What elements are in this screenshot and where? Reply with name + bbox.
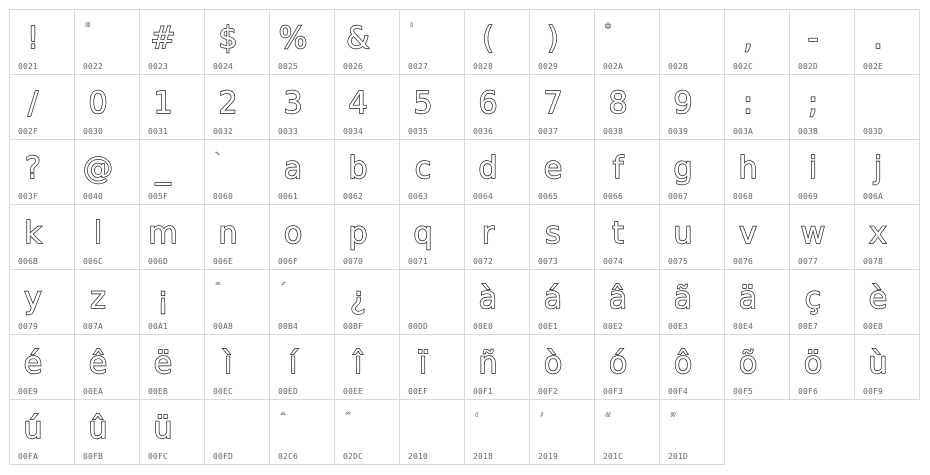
glyph-cell bbox=[74, 204, 140, 270]
glyph-codepoint: 00FA bbox=[18, 452, 39, 461]
glyph-char: ô bbox=[673, 346, 693, 381]
glyph-cell bbox=[789, 9, 855, 75]
glyph-char: " bbox=[85, 21, 91, 35]
glyph-cell bbox=[399, 9, 465, 75]
glyph-codepoint: 0075 bbox=[668, 257, 689, 266]
glyph-char: 8 bbox=[608, 86, 628, 121]
glyph-cell bbox=[204, 139, 270, 205]
glyph-codepoint: 00A1 bbox=[148, 322, 169, 331]
glyph-char: ; bbox=[807, 86, 819, 121]
glyph-codepoint: 0022 bbox=[83, 62, 104, 71]
glyph-codepoint: 00F2 bbox=[538, 387, 559, 396]
glyph-codepoint: 00E4 bbox=[733, 322, 754, 331]
glyph-cell bbox=[74, 334, 140, 400]
glyph-codepoint: 0072 bbox=[473, 257, 494, 266]
glyph-cell bbox=[74, 139, 140, 205]
glyph-codepoint: 0070 bbox=[343, 257, 364, 266]
glyph-char: ! bbox=[26, 21, 40, 56]
glyph-codepoint: 00B4 bbox=[278, 322, 299, 331]
glyph-cell bbox=[659, 139, 725, 205]
glyph-cell bbox=[334, 139, 400, 205]
glyph-char: k bbox=[24, 216, 42, 251]
glyph-codepoint: 002D bbox=[798, 62, 819, 71]
glyph-cell bbox=[659, 74, 725, 140]
glyph-cell bbox=[529, 9, 595, 75]
glyph-codepoint: 0064 bbox=[473, 192, 494, 201]
glyph-codepoint: 0060 bbox=[213, 192, 234, 201]
glyph-char: õ bbox=[738, 346, 758, 381]
glyph-char: e bbox=[543, 151, 563, 186]
glyph-cell bbox=[789, 139, 855, 205]
glyph-char: m bbox=[148, 216, 178, 251]
glyph-cell bbox=[529, 269, 595, 335]
glyph-cell bbox=[399, 74, 465, 140]
glyph-cell bbox=[529, 204, 595, 270]
glyph-codepoint: 00F1 bbox=[473, 387, 494, 396]
glyph-cell bbox=[724, 139, 790, 205]
glyph-codepoint: 0027 bbox=[408, 62, 429, 71]
glyph-cell bbox=[724, 9, 790, 75]
glyph-codepoint: 0062 bbox=[343, 192, 364, 201]
glyph-char: s bbox=[545, 216, 561, 251]
glyph-char: x bbox=[869, 216, 887, 251]
glyph-cell bbox=[9, 139, 75, 205]
glyph-char: è bbox=[868, 281, 888, 316]
glyph-char: ü bbox=[153, 411, 173, 446]
glyph-char: í bbox=[288, 346, 298, 381]
glyph-cell bbox=[204, 334, 270, 400]
glyph-cell bbox=[464, 204, 530, 270]
glyph-cell bbox=[9, 74, 75, 140]
glyph-char: v bbox=[739, 216, 757, 251]
glyph-cell bbox=[854, 139, 920, 205]
glyph-char: ) bbox=[547, 21, 559, 56]
glyph-char: 2 bbox=[218, 86, 238, 121]
glyph-codepoint: 006F bbox=[278, 257, 299, 266]
glyph-codepoint: 00DD bbox=[408, 322, 429, 331]
glyph-cell bbox=[789, 204, 855, 270]
glyph-codepoint: 0034 bbox=[343, 127, 364, 136]
glyph-cell bbox=[269, 399, 335, 465]
glyph-char: h bbox=[738, 151, 758, 186]
glyph-cell bbox=[464, 9, 530, 75]
glyph-cell bbox=[399, 399, 465, 465]
glyph-cell bbox=[269, 204, 335, 270]
glyph-codepoint: 003F bbox=[18, 192, 39, 201]
glyph-char: 3 bbox=[283, 86, 303, 121]
glyph-cell bbox=[139, 334, 205, 400]
glyph-char: 4 bbox=[348, 86, 368, 121]
glyph-cell bbox=[464, 399, 530, 465]
glyph-char: l bbox=[93, 216, 103, 251]
glyph-cell bbox=[334, 334, 400, 400]
glyph-cell bbox=[529, 399, 595, 465]
glyph-codepoint: 0068 bbox=[733, 192, 754, 201]
glyph-char: a bbox=[283, 151, 303, 186]
glyph-codepoint: 00F4 bbox=[668, 387, 689, 396]
glyph-char: p bbox=[348, 216, 368, 251]
glyph-char: c bbox=[414, 151, 432, 186]
glyph-char: û bbox=[88, 411, 108, 446]
glyph-char: 0 bbox=[88, 86, 108, 121]
glyph-codepoint: 003D bbox=[863, 127, 884, 136]
glyph-cell bbox=[789, 334, 855, 400]
glyph-codepoint: 00A8 bbox=[213, 322, 234, 331]
glyph-codepoint: 0067 bbox=[668, 192, 689, 201]
glyph-cell bbox=[334, 399, 400, 465]
glyph-codepoint: 0031 bbox=[148, 127, 169, 136]
glyph-char: ' bbox=[410, 21, 414, 35]
glyph-char: ( bbox=[482, 21, 494, 56]
glyph-cell bbox=[659, 204, 725, 270]
glyph-codepoint: 00F6 bbox=[798, 387, 819, 396]
glyph-cell bbox=[659, 269, 725, 335]
glyph-codepoint: 0040 bbox=[83, 192, 104, 201]
glyph-char: r bbox=[481, 216, 495, 251]
glyph-cell bbox=[529, 334, 595, 400]
glyph-char: ê bbox=[88, 346, 108, 381]
glyph-char: ` bbox=[215, 151, 221, 165]
glyph-cell bbox=[594, 204, 660, 270]
glyph-codepoint: 007A bbox=[83, 322, 104, 331]
glyph-cell bbox=[854, 269, 920, 335]
glyph-codepoint: 0035 bbox=[408, 127, 429, 136]
glyph-codepoint: 00E9 bbox=[18, 387, 39, 396]
glyph-codepoint: 00FB bbox=[83, 452, 104, 461]
glyph-codepoint: 005F bbox=[148, 192, 169, 201]
glyph-cell bbox=[9, 9, 75, 75]
glyph-cell bbox=[269, 74, 335, 140]
glyph-cell bbox=[204, 74, 270, 140]
glyph-char: n bbox=[218, 216, 238, 251]
glyph-codepoint: 006E bbox=[213, 257, 234, 266]
glyph-codepoint: 002C bbox=[733, 62, 754, 71]
glyph-char: d bbox=[478, 151, 498, 186]
glyph-cell bbox=[724, 74, 790, 140]
glyph-codepoint: 00EB bbox=[148, 387, 169, 396]
glyph-char: â bbox=[608, 281, 628, 316]
glyph-codepoint: 00E7 bbox=[798, 322, 819, 331]
glyph-codepoint: 0036 bbox=[473, 127, 494, 136]
glyph-codepoint: 006A bbox=[863, 192, 884, 201]
glyph-codepoint: 0032 bbox=[213, 127, 234, 136]
glyph-char: à bbox=[478, 281, 498, 316]
glyph-char: j bbox=[873, 151, 883, 186]
glyph-cell bbox=[204, 269, 270, 335]
glyph-cell bbox=[334, 204, 400, 270]
glyph-codepoint: 006B bbox=[18, 257, 39, 266]
glyph-codepoint: 0028 bbox=[473, 62, 494, 71]
glyph-cell bbox=[724, 204, 790, 270]
glyph-char: 9 bbox=[673, 86, 693, 121]
glyph-char: ˜ bbox=[345, 411, 351, 425]
glyph-cell bbox=[9, 269, 75, 335]
glyph-codepoint: 006C bbox=[83, 257, 104, 266]
glyph-char: 6 bbox=[478, 86, 498, 121]
glyph-codepoint: 00FC bbox=[148, 452, 169, 461]
glyph-codepoint: 0033 bbox=[278, 127, 299, 136]
glyph-codepoint: 00F9 bbox=[863, 387, 884, 396]
glyph-cell bbox=[464, 74, 530, 140]
glyph-codepoint: 002E bbox=[863, 62, 884, 71]
glyph-char bbox=[205, 405, 251, 453]
glyph-cell bbox=[399, 139, 465, 205]
glyph-codepoint: 00EE bbox=[343, 387, 364, 396]
glyph-cell bbox=[139, 269, 205, 335]
glyph-cell bbox=[139, 399, 205, 465]
glyph-codepoint: 0021 bbox=[18, 62, 39, 71]
glyph-cell bbox=[204, 204, 270, 270]
glyph-codepoint: 006D bbox=[148, 257, 169, 266]
glyph-cell bbox=[9, 204, 75, 270]
glyph-char: ì bbox=[223, 346, 233, 381]
glyph-codepoint: 00E2 bbox=[603, 322, 624, 331]
glyph-codepoint: 2019 bbox=[538, 452, 559, 461]
glyph-codepoint: 002A bbox=[603, 62, 624, 71]
glyph-codepoint: 0076 bbox=[733, 257, 754, 266]
glyph-cell bbox=[854, 204, 920, 270]
glyph-grid bbox=[9, 9, 919, 464]
glyph-char: ë bbox=[153, 346, 173, 381]
glyph-codepoint: 00F3 bbox=[603, 387, 624, 396]
glyph-char: ç bbox=[804, 281, 822, 316]
glyph-char: î bbox=[353, 346, 363, 381]
glyph-cell bbox=[724, 269, 790, 335]
glyph-cell bbox=[334, 74, 400, 140]
glyph-codepoint: 00E0 bbox=[473, 322, 494, 331]
glyph-cell bbox=[659, 334, 725, 400]
glyph-codepoint: 0026 bbox=[343, 62, 364, 71]
glyph-char: ù bbox=[868, 346, 888, 381]
glyph-cell bbox=[74, 74, 140, 140]
glyph-cell bbox=[139, 74, 205, 140]
glyph-cell bbox=[594, 9, 660, 75]
glyph-codepoint: 00F5 bbox=[733, 387, 754, 396]
glyph-codepoint: 003A bbox=[733, 127, 754, 136]
glyph-cell bbox=[464, 334, 530, 400]
glyph-codepoint: 0025 bbox=[278, 62, 299, 71]
glyph-codepoint: 00FD bbox=[213, 452, 234, 461]
glyph-char: w bbox=[800, 216, 826, 251]
glyph-cell bbox=[854, 9, 920, 75]
glyph-codepoint: 0078 bbox=[863, 257, 884, 266]
glyph-codepoint: 00EA bbox=[83, 387, 104, 396]
glyph-char bbox=[660, 15, 706, 63]
glyph-codepoint: 0038 bbox=[603, 127, 624, 136]
glyph-char bbox=[400, 405, 446, 453]
glyph-cell bbox=[594, 334, 660, 400]
glyph-cell bbox=[269, 334, 335, 400]
glyph-codepoint: 0073 bbox=[538, 257, 559, 266]
glyph-char: ú bbox=[23, 411, 43, 446]
glyph-codepoint: 0024 bbox=[213, 62, 234, 71]
glyph-char: ´ bbox=[280, 281, 286, 295]
glyph-char: q bbox=[413, 216, 433, 251]
glyph-char: ¨ bbox=[215, 281, 221, 295]
glyph-codepoint: 00ED bbox=[278, 387, 299, 396]
glyph-codepoint: 201D bbox=[668, 452, 689, 461]
glyph-codepoint: 00E1 bbox=[538, 322, 559, 331]
glyph-cell bbox=[334, 9, 400, 75]
glyph-char: o bbox=[283, 216, 303, 251]
glyph-cell bbox=[399, 334, 465, 400]
glyph-char: ˆ bbox=[280, 411, 286, 425]
glyph-char: g bbox=[673, 151, 693, 186]
glyph-cell bbox=[399, 269, 465, 335]
glyph-codepoint: 0063 bbox=[408, 192, 429, 201]
glyph-codepoint: 201C bbox=[603, 452, 624, 461]
glyph-char: ï bbox=[418, 346, 428, 381]
glyph-cell bbox=[529, 74, 595, 140]
glyph-cell bbox=[204, 399, 270, 465]
glyph-codepoint: 0071 bbox=[408, 257, 429, 266]
glyph-char: i bbox=[808, 151, 818, 186]
glyph-codepoint: 02DC bbox=[343, 452, 364, 461]
glyph-char: - bbox=[807, 21, 819, 56]
glyph-codepoint: 0029 bbox=[538, 62, 559, 71]
glyph-codepoint: 2018 bbox=[473, 452, 494, 461]
glyph-cell bbox=[269, 269, 335, 335]
glyph-char: é bbox=[23, 346, 43, 381]
glyph-char: ’ bbox=[540, 411, 544, 425]
glyph-cell bbox=[594, 139, 660, 205]
glyph-char: 1 bbox=[153, 86, 173, 121]
glyph-cell bbox=[594, 74, 660, 140]
glyph-char bbox=[855, 80, 901, 128]
glyph-codepoint: 0066 bbox=[603, 192, 624, 201]
glyph-char: y bbox=[24, 281, 42, 316]
glyph-codepoint: 00BF bbox=[343, 322, 364, 331]
glyph-codepoint: 02C6 bbox=[278, 452, 299, 461]
glyph-char: . bbox=[873, 21, 883, 56]
glyph-cell bbox=[74, 399, 140, 465]
glyph-codepoint: 0065 bbox=[538, 192, 559, 201]
glyph-char: ¡ bbox=[156, 281, 170, 316]
glyph-cell bbox=[659, 9, 725, 75]
glyph-char: & bbox=[346, 21, 370, 56]
glyph-char: * bbox=[605, 21, 611, 35]
glyph-char: ‘ bbox=[475, 411, 479, 425]
glyph-codepoint: 00E3 bbox=[668, 322, 689, 331]
glyph-codepoint: 0079 bbox=[18, 322, 39, 331]
glyph-char: : bbox=[742, 86, 754, 121]
glyph-char: ò bbox=[543, 346, 563, 381]
glyph-cell bbox=[464, 269, 530, 335]
glyph-char: t bbox=[612, 216, 624, 251]
glyph-codepoint: 0077 bbox=[798, 257, 819, 266]
glyph-cell bbox=[74, 9, 140, 75]
glyph-codepoint: 0023 bbox=[148, 62, 169, 71]
glyph-char: ” bbox=[670, 411, 677, 425]
glyph-cell bbox=[789, 269, 855, 335]
glyph-codepoint: 0037 bbox=[538, 127, 559, 136]
glyph-cell bbox=[139, 9, 205, 75]
glyph-codepoint: 0069 bbox=[798, 192, 819, 201]
glyph-codepoint: 003B bbox=[798, 127, 819, 136]
glyph-char: b bbox=[348, 151, 368, 186]
glyph-codepoint: 0030 bbox=[83, 127, 104, 136]
glyph-char: 7 bbox=[543, 86, 563, 121]
glyph-char: á bbox=[543, 281, 563, 316]
glyph-cell bbox=[789, 74, 855, 140]
glyph-codepoint: 002B bbox=[668, 62, 689, 71]
glyph-char: f bbox=[612, 151, 624, 186]
glyph-char: # bbox=[150, 21, 176, 56]
glyph-char: _ bbox=[155, 151, 171, 186]
glyph-cell bbox=[139, 139, 205, 205]
glyph-char: , bbox=[743, 21, 753, 56]
glyph-cell bbox=[204, 9, 270, 75]
glyph-char: ã bbox=[673, 281, 693, 316]
glyph-cell bbox=[594, 269, 660, 335]
glyph-char: “ bbox=[605, 411, 612, 425]
glyph-char: ñ bbox=[478, 346, 498, 381]
glyph-char: @ bbox=[83, 151, 113, 186]
glyph-codepoint: 2010 bbox=[408, 452, 429, 461]
glyph-cell bbox=[854, 74, 920, 140]
glyph-cell bbox=[139, 204, 205, 270]
glyph-char: ¿ bbox=[350, 281, 366, 316]
glyph-cell bbox=[854, 334, 920, 400]
glyph-char: $ bbox=[218, 21, 238, 56]
glyph-cell bbox=[334, 269, 400, 335]
glyph-char: % bbox=[278, 21, 308, 56]
glyph-char: ? bbox=[25, 151, 41, 186]
glyph-char: u bbox=[673, 216, 693, 251]
glyph-cell bbox=[269, 9, 335, 75]
glyph-codepoint: 0061 bbox=[278, 192, 299, 201]
glyph-cell bbox=[659, 399, 725, 465]
glyph-codepoint: 00E8 bbox=[863, 322, 884, 331]
glyph-cell bbox=[269, 139, 335, 205]
glyph-codepoint: 00EF bbox=[408, 387, 429, 396]
glyph-cell bbox=[724, 334, 790, 400]
glyph-char: ä bbox=[738, 281, 758, 316]
glyph-char bbox=[400, 275, 446, 323]
glyph-cell bbox=[74, 269, 140, 335]
glyph-char: ö bbox=[803, 346, 823, 381]
glyph-char: ó bbox=[608, 346, 628, 381]
glyph-cell bbox=[464, 139, 530, 205]
glyph-char: 5 bbox=[413, 86, 433, 121]
glyph-cell bbox=[9, 334, 75, 400]
glyph-codepoint: 0039 bbox=[668, 127, 689, 136]
glyph-codepoint: 00EC bbox=[213, 387, 234, 396]
glyph-char: z bbox=[90, 281, 106, 316]
glyph-cell bbox=[529, 139, 595, 205]
glyph-cell bbox=[594, 399, 660, 465]
glyph-cell bbox=[9, 399, 75, 465]
glyph-char: / bbox=[27, 86, 39, 121]
glyph-codepoint: 002F bbox=[18, 127, 39, 136]
glyph-cell bbox=[399, 204, 465, 270]
glyph-codepoint: 0074 bbox=[603, 257, 624, 266]
